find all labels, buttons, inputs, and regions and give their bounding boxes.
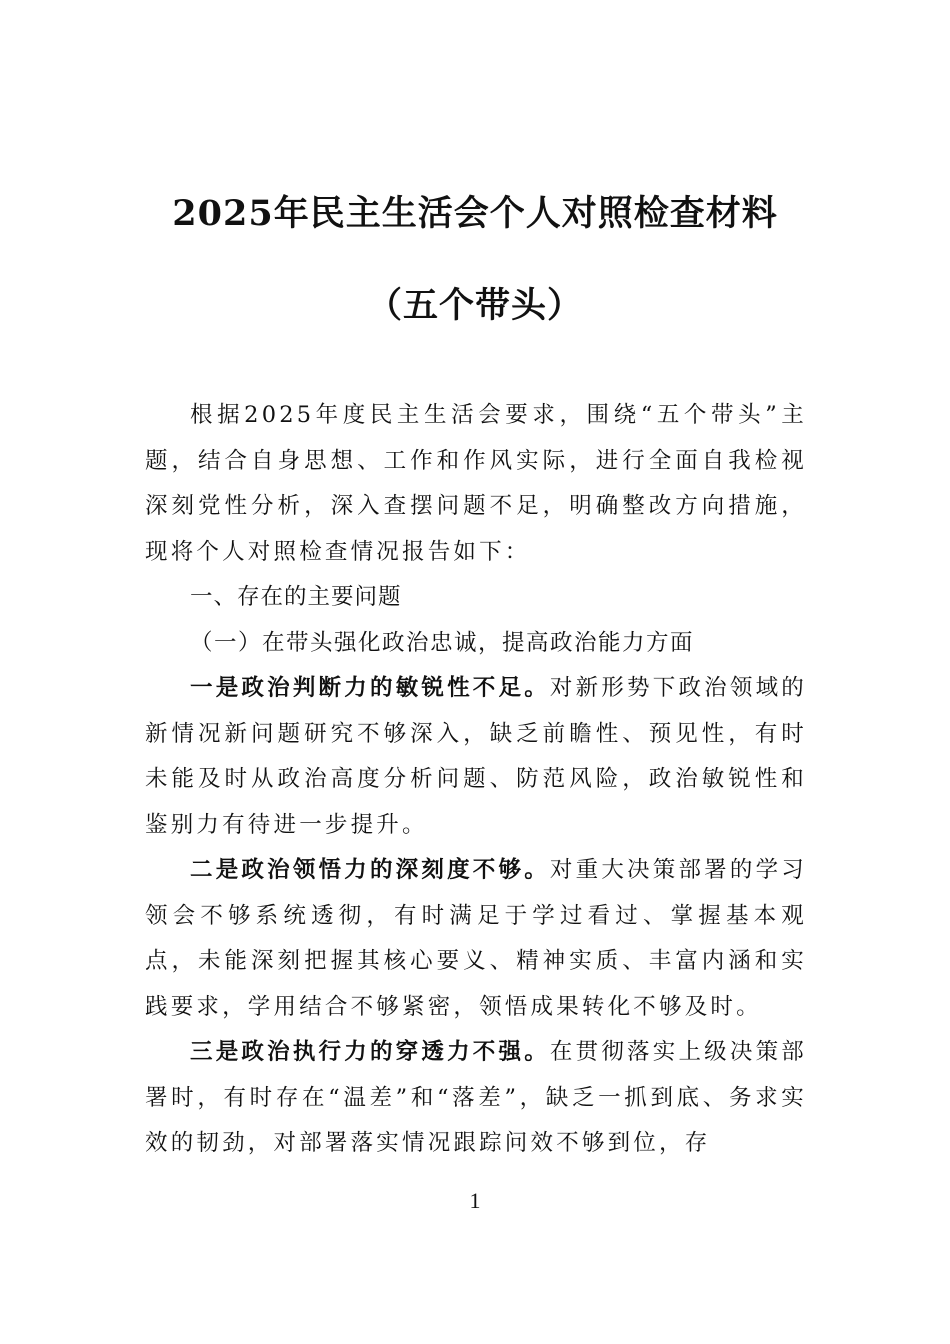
document-title: 2025年民主生活会个人对照检查材料（五个带头） — [172, 193, 778, 326]
subsection-heading: （一）在带头强化政治忠诚，提高政治能力方面 — [190, 629, 695, 656]
problem-paragraph-1 — [145, 666, 807, 848]
problem-lead-1: 一是政治判断力的敏锐性不足。 — [190, 675, 550, 701]
problem-text-2: 对重大决策部署的学习领会不够系统透彻，有时满足于学过看过、掌握基本观点，未能深刻把握其核心要义、精神实质、丰富内涵和实践要求，学用结合不够紧密，领悟成果转化不够及时。 — [145, 857, 807, 1020]
document-body — [145, 393, 807, 1167]
problem-paragraph-2 — [145, 848, 807, 1030]
problem-paragraph-3 — [145, 1030, 807, 1167]
section-heading: 一、存在的主要问题 — [190, 584, 402, 610]
problem-lead-2: 二是政治领悟力的深刻度不够。 — [190, 857, 550, 883]
intro-paragraph: 根据2025年度民主生活会要求，围绕“五个带头”主题，结合自身思想、工作和作风实际，进行全面自我检视深刻党性分析，深入查摆问题不足，明确整改方向措施，现将个人对照检查情况报告如下： — [145, 402, 807, 565]
problem-text-1: 对新形势下政治领域的新情况新问题研究不够深入，缺乏前瞻性、预见性，有时未能及时从政治高度分析问题、防范风险，政治敏锐性和鉴别力有待进一步提升。 — [145, 675, 807, 838]
problem-text-3: 在贯彻落实上级决策部署时，有时存在“温差”和“落差”，缺乏一抓到底、务求实效的韧劲，对部署落实情况跟踪问效不够到位，存 — [145, 1039, 807, 1156]
problem-lead-3: 三是政治执行力的穿透力不强。 — [190, 1039, 550, 1065]
page-number: 1 — [469, 1188, 481, 1213]
